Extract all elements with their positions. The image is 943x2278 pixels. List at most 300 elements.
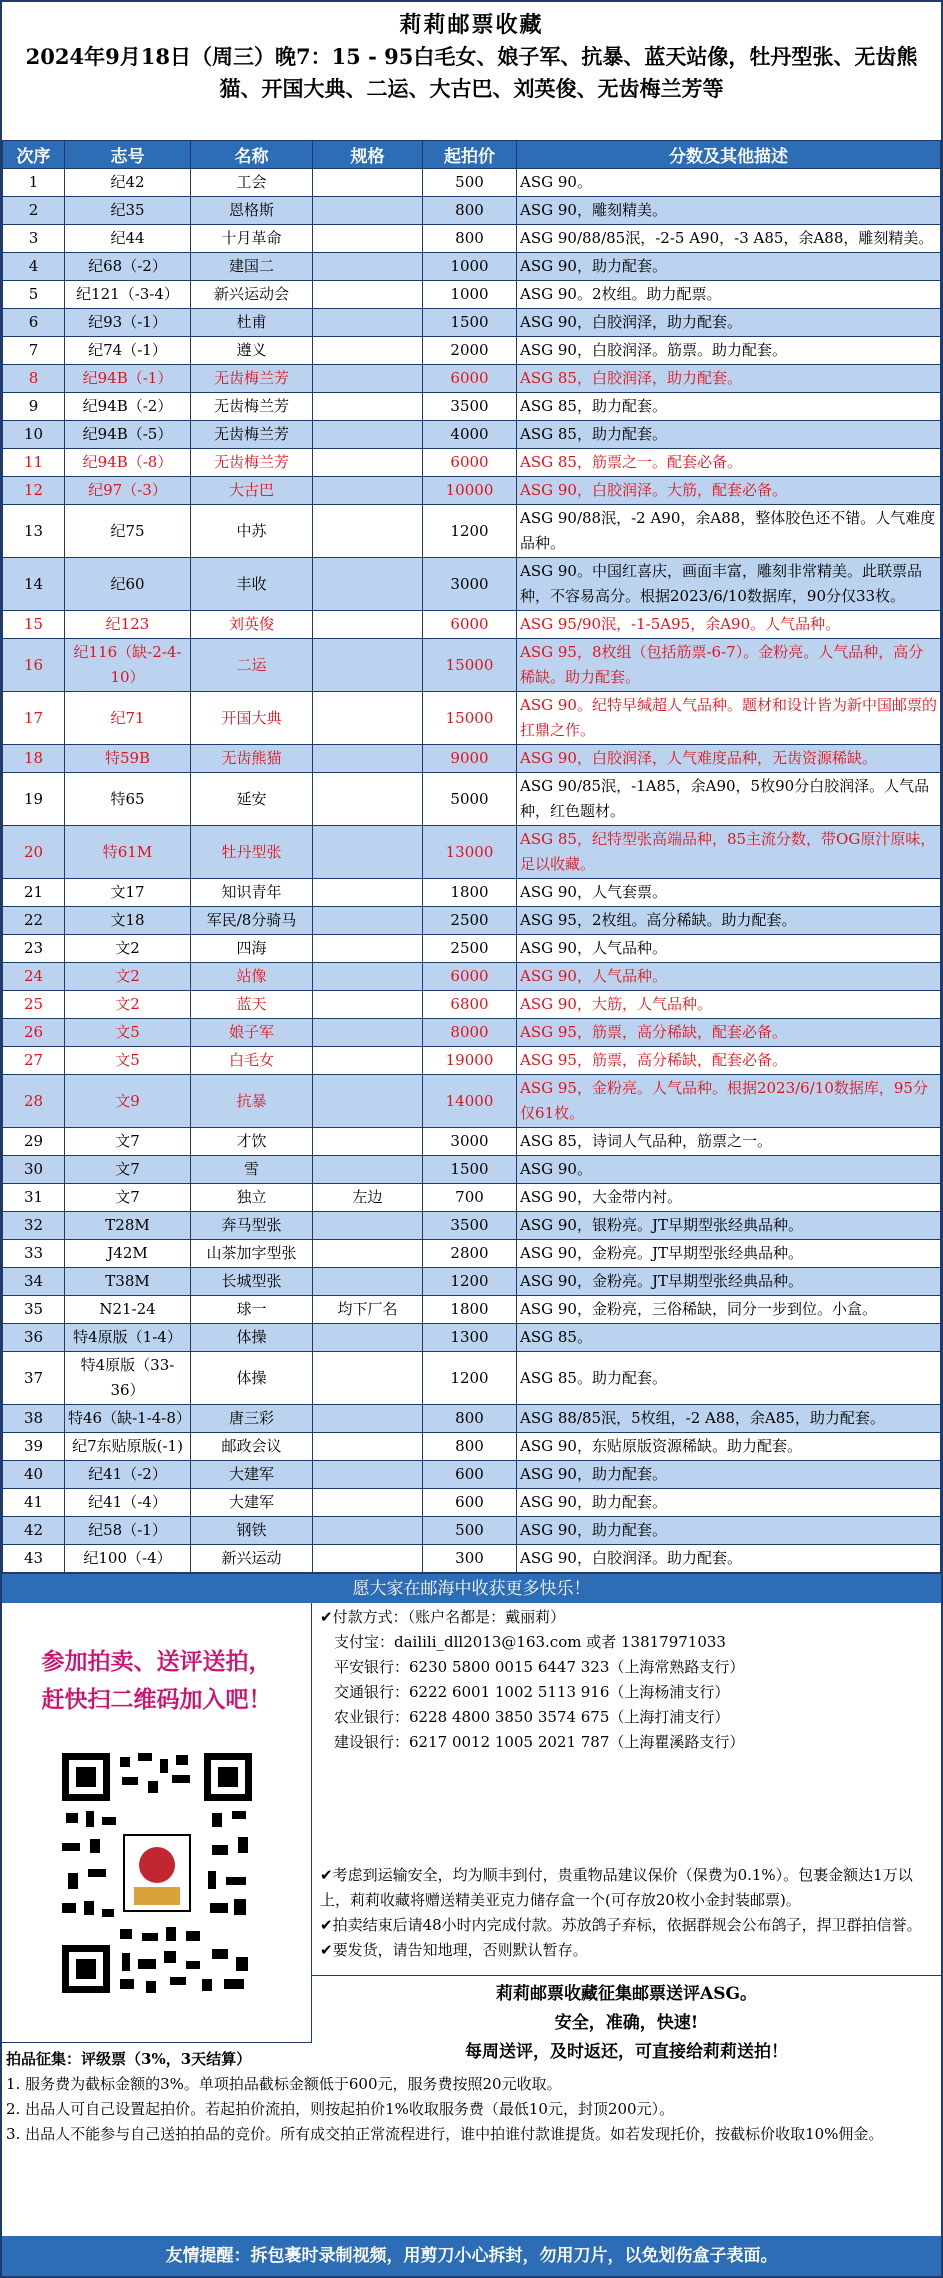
table-row	[3, 1296, 941, 1324]
cell-price: 600	[423, 1489, 517, 1517]
table-row	[3, 1352, 941, 1405]
cell-code: 文7	[65, 1184, 191, 1212]
cell-name: 唐三彩	[191, 1405, 313, 1433]
cell-lot-no: 18	[3, 745, 65, 773]
cell-spec	[313, 365, 423, 393]
cell-name: 中苏	[191, 505, 313, 558]
grading-line-1: 莉莉邮票收藏征集邮票送评ASG。	[496, 1984, 757, 2004]
cell-price: 14000	[423, 1075, 517, 1128]
cell-name: 军民/8分骑马	[191, 907, 313, 935]
cell-name: 才饮	[191, 1128, 313, 1156]
table-row	[3, 1019, 941, 1047]
cell-spec	[313, 773, 423, 826]
cell-lot-no: 42	[3, 1517, 65, 1545]
cell-code: 文17	[65, 879, 191, 907]
col-header-price: 起拍价	[423, 141, 517, 169]
cell-desc: ASG 90，白胶润泽。助力配套。	[517, 1545, 941, 1573]
cell-desc: ASG 85，诗词人气品种，筋票之一。	[517, 1128, 941, 1156]
cell-name: 山茶加字型张	[191, 1240, 313, 1268]
cell-name: 抗暴	[191, 1075, 313, 1128]
table-row	[3, 907, 941, 935]
col-header-name: 名称	[191, 141, 313, 169]
cell-code: 纪121（-3-4）	[65, 281, 191, 309]
cell-desc: ASG 95，筋票，高分稀缺，配套必备。	[517, 1019, 941, 1047]
cell-lot-no: 27	[3, 1047, 65, 1075]
cell-lot-no: 35	[3, 1296, 65, 1324]
cell-desc: ASG 90，助力配套。	[517, 1461, 941, 1489]
cell-desc: ASG 90，金粉亮，三俗稀缺，同分一步到位。小盒。	[517, 1296, 941, 1324]
cell-code: 纪58（-1）	[65, 1517, 191, 1545]
table-row	[3, 1128, 941, 1156]
cell-spec	[313, 1545, 423, 1573]
cell-name: 开国大典	[191, 692, 313, 745]
cell-price: 500	[423, 169, 517, 197]
table-row	[3, 935, 941, 963]
cell-lot-no: 43	[3, 1545, 65, 1573]
table-row	[3, 337, 941, 365]
cell-lot-no: 17	[3, 692, 65, 745]
cell-spec	[313, 745, 423, 773]
rule-item: 1. 服务费为截标金额的3%。单项拍品截标金额低于600元，服务费按照20元收取。	[6, 2075, 562, 2093]
cell-lot-no: 36	[3, 1324, 65, 1352]
cell-name: 体操	[191, 1352, 313, 1405]
cell-lot-no: 34	[3, 1268, 65, 1296]
table-row	[3, 281, 941, 309]
cell-desc: ASG 90/88/85泯，-2-5 A90，-3 A85，余A88，雕刻精美。	[517, 225, 941, 253]
cell-lot-no: 5	[3, 281, 65, 309]
cell-lot-no: 39	[3, 1433, 65, 1461]
cell-lot-no: 16	[3, 639, 65, 692]
cell-code: 特4原版（33-36）	[65, 1352, 191, 1405]
cell-name: 球一	[191, 1296, 313, 1324]
cell-name: 刘英俊	[191, 611, 313, 639]
cell-desc: ASG 95/90泯，-1-5A95，余A90。人气品种。	[517, 611, 941, 639]
col-header-desc: 分数及其他描述	[517, 141, 941, 169]
cell-lot-no: 4	[3, 253, 65, 281]
table-row	[3, 826, 941, 879]
cell-lot-no: 15	[3, 611, 65, 639]
cell-price: 1000	[423, 281, 517, 309]
qr-code[interactable]	[62, 1753, 252, 1993]
consignment-rules	[2, 2043, 941, 2213]
cell-name: 无齿梅兰芳	[191, 393, 313, 421]
header	[2, 2, 941, 140]
cell-name: 知识青年	[191, 879, 313, 907]
cell-name: 大建军	[191, 1461, 313, 1489]
cell-spec	[313, 1352, 423, 1405]
bank-account: 农业银行：6228 4800 3850 3574 675（上海打浦支行）	[334, 1708, 730, 1726]
cell-price: 15000	[423, 692, 517, 745]
cell-desc: ASG 90，雕刻精美。	[517, 197, 941, 225]
cell-code: 纪97（-3）	[65, 477, 191, 505]
cell-spec	[313, 879, 423, 907]
table-row	[3, 963, 941, 991]
col-header-spec: 规格	[313, 141, 423, 169]
cell-code: 纪41（-4）	[65, 1489, 191, 1517]
note-item: ✔考虑到运输安全，均为顺丰到付，贵重物品建议保价（保费为0.1%）。包裹金额达1万以上，莉莉收藏将赠送精美亚克力储存盒一个(可存放20枚小金封装邮票)。	[320, 1866, 913, 1909]
cell-name: 奔马型张	[191, 1212, 313, 1240]
cell-lot-no: 10	[3, 421, 65, 449]
lot-table-body	[3, 169, 941, 1573]
cell-spec: 均下厂名	[313, 1296, 423, 1324]
cell-spec	[313, 611, 423, 639]
cell-desc: ASG 90，白胶润泽，人气难度品种，无齿资源稀缺。	[517, 745, 941, 773]
cell-desc: ASG 85。助力配套。	[517, 1352, 941, 1405]
cell-name: 建国二	[191, 253, 313, 281]
cell-name: 无齿梅兰芳	[191, 365, 313, 393]
cell-price: 6000	[423, 365, 517, 393]
cell-code: 纪68（-2）	[65, 253, 191, 281]
cell-desc: ASG 90，白胶润泽。大筋，配套必备。	[517, 477, 941, 505]
table-row	[3, 505, 941, 558]
cell-code: 特65	[65, 773, 191, 826]
bank-account: 建设银行：6217 0012 1005 2021 787（上海瞿溪路支行）	[334, 1733, 745, 1751]
cell-desc: ASG 90/88泯，-2 A90，余A88，整体胶色还不错。人气难度品种。	[517, 505, 941, 558]
cell-spec	[313, 309, 423, 337]
cell-name: 无齿梅兰芳	[191, 421, 313, 449]
cell-name: 体操	[191, 1324, 313, 1352]
cell-spec: 左边	[313, 1184, 423, 1212]
lot-table	[2, 140, 941, 1573]
cell-desc: ASG 90，助力配套。	[517, 1517, 941, 1545]
cell-code: 文2	[65, 935, 191, 963]
cell-lot-no: 38	[3, 1405, 65, 1433]
cell-lot-no: 20	[3, 826, 65, 879]
cell-price: 6000	[423, 449, 517, 477]
cell-price: 300	[423, 1545, 517, 1573]
cell-code: 文18	[65, 907, 191, 935]
cell-code: 文9	[65, 1075, 191, 1128]
cell-desc: ASG 90，白胶润泽。筋票。助力配套。	[517, 337, 941, 365]
table-row	[3, 1240, 941, 1268]
table-row	[3, 1405, 941, 1433]
cell-name: 蓝天	[191, 991, 313, 1019]
table-row	[3, 225, 941, 253]
cell-lot-no: 29	[3, 1128, 65, 1156]
cell-name: 大古巴	[191, 477, 313, 505]
cell-code: J42M	[65, 1240, 191, 1268]
cell-price: 700	[423, 1184, 517, 1212]
cell-code: 纪93（-1）	[65, 309, 191, 337]
cell-price: 3000	[423, 558, 517, 611]
cell-code: 纪75	[65, 505, 191, 558]
table-row	[3, 879, 941, 907]
cell-spec	[313, 1047, 423, 1075]
cell-code: 纪74（-1）	[65, 337, 191, 365]
cell-price: 6800	[423, 991, 517, 1019]
table-row	[3, 365, 941, 393]
payment-head: ✔付款方式：（账户名都是：戴丽莉）	[320, 1608, 566, 1626]
cell-spec	[313, 1517, 423, 1545]
cell-spec	[313, 1075, 423, 1128]
cell-price: 1200	[423, 505, 517, 558]
cell-code: T38M	[65, 1268, 191, 1296]
table-row	[3, 639, 941, 692]
promo-line-1: 参加拍卖、送评送拍，	[41, 1648, 272, 1675]
promo-line-2: 赶快扫二维码加入吧！	[41, 1686, 272, 1713]
cell-desc: ASG 95，筋票，高分稀缺，配套必备。	[517, 1047, 941, 1075]
cell-desc: ASG 90，银粉亮。JT早期型张经典品种。	[517, 1212, 941, 1240]
cell-desc: ASG 88/85泯，5枚组，-2 A88，余A85，助力配套。	[517, 1405, 941, 1433]
grading-service-box	[312, 1975, 941, 2067]
cell-lot-no: 11	[3, 449, 65, 477]
table-row	[3, 1268, 941, 1296]
cell-code: 纪71	[65, 692, 191, 745]
cell-price: 1800	[423, 879, 517, 907]
cell-code: 纪44	[65, 225, 191, 253]
cell-price: 1000	[423, 253, 517, 281]
cell-price: 800	[423, 1405, 517, 1433]
cell-spec	[313, 639, 423, 692]
cell-desc: ASG 90。2枚组。助力配票。	[517, 281, 941, 309]
table-row	[3, 1461, 941, 1489]
cell-spec	[313, 1156, 423, 1184]
cell-code: 文7	[65, 1128, 191, 1156]
col-header-no: 次序	[3, 141, 65, 169]
table-row	[3, 611, 941, 639]
wish-banner: 愿大家在邮海中收获更多快乐！	[2, 1573, 941, 1603]
cell-price: 8000	[423, 1019, 517, 1047]
cell-desc: ASG 90。纪特早缄超人气品种。题材和设计皆为新中国邮票的扛鼎之作。	[517, 692, 941, 745]
note-item: ✔拍卖结束后请48小时内完成付款。苏放鸽子弃标，依据群规会公布鸽子，捍卫群拍信誉。	[320, 1916, 922, 1934]
cell-price: 2000	[423, 337, 517, 365]
cell-spec	[313, 337, 423, 365]
cell-price: 2500	[423, 907, 517, 935]
cell-name: 无齿熊猫	[191, 745, 313, 773]
cell-name: 遵义	[191, 337, 313, 365]
cell-price: 13000	[423, 826, 517, 879]
cell-code: 纪116（缺-2-4-10）	[65, 639, 191, 692]
cell-lot-no: 9	[3, 393, 65, 421]
cell-price: 9000	[423, 745, 517, 773]
alipay-account: 支付宝：dailili_dll2013@163.com 或者 13817971033	[334, 1633, 726, 1651]
cell-price: 800	[423, 197, 517, 225]
cell-desc: ASG 85，助力配套。	[517, 421, 941, 449]
cell-spec	[313, 449, 423, 477]
cell-lot-no: 19	[3, 773, 65, 826]
cell-name: 站像	[191, 963, 313, 991]
cell-spec	[313, 907, 423, 935]
cell-code: 特59B	[65, 745, 191, 773]
cell-price: 6000	[423, 963, 517, 991]
cell-spec	[313, 197, 423, 225]
cell-spec	[313, 281, 423, 309]
cell-spec	[313, 991, 423, 1019]
cell-desc: ASG 90，助力配套。	[517, 1489, 941, 1517]
cell-price: 500	[423, 1517, 517, 1545]
info-panel	[312, 1603, 941, 2062]
cell-spec	[313, 1489, 423, 1517]
cell-price: 4000	[423, 421, 517, 449]
cell-lot-no: 33	[3, 1240, 65, 1268]
cell-price: 5000	[423, 773, 517, 826]
cell-code: 纪94B（-1）	[65, 365, 191, 393]
table-row	[3, 558, 941, 611]
cell-desc: ASG 85。	[517, 1324, 941, 1352]
cell-price: 1800	[423, 1296, 517, 1324]
cell-desc: ASG 85，纪特型张高端品种，85主流分数，带OG原汁原味，足以收藏。	[517, 826, 941, 879]
payment-methods	[312, 1603, 941, 1855]
cell-code: 文2	[65, 963, 191, 991]
cell-spec	[313, 393, 423, 421]
cell-spec	[313, 421, 423, 449]
cell-code: 文7	[65, 1156, 191, 1184]
cell-code: 文5	[65, 1047, 191, 1075]
cell-lot-no: 22	[3, 907, 65, 935]
cell-spec	[313, 1405, 423, 1433]
cell-lot-no: 26	[3, 1019, 65, 1047]
cell-price: 1200	[423, 1352, 517, 1405]
cell-lot-no: 6	[3, 309, 65, 337]
cell-price: 800	[423, 1433, 517, 1461]
cell-name: 工会	[191, 169, 313, 197]
table-row	[3, 393, 941, 421]
rule-item: 3. 出品人不能参与自己送拍拍品的竞价。所有成交拍正常流程进行，谁中拍谁付款谁提货。如若发现托价，按截标价收取10%佣金。	[6, 2125, 884, 2143]
table-row	[3, 253, 941, 281]
table-row	[3, 745, 941, 773]
cell-spec	[313, 963, 423, 991]
grading-line-2: 安全，准确，快速!	[554, 2013, 699, 2033]
col-header-code: 志号	[65, 141, 191, 169]
grading-line-3: 每周送评，及时返还，可直接给莉莉送拍！	[465, 2042, 788, 2062]
cell-price: 19000	[423, 1047, 517, 1075]
cell-spec	[313, 826, 423, 879]
cell-lot-no: 1	[3, 169, 65, 197]
table-header-row	[3, 141, 941, 169]
cell-desc: ASG 90。	[517, 1156, 941, 1184]
cell-code: 纪94B（-5）	[65, 421, 191, 449]
cell-lot-no: 28	[3, 1075, 65, 1128]
cell-spec	[313, 253, 423, 281]
cell-spec	[313, 225, 423, 253]
cell-code: 特61M	[65, 826, 191, 879]
cell-spec	[313, 1128, 423, 1156]
cell-lot-no: 23	[3, 935, 65, 963]
promo-panel	[2, 1603, 312, 2042]
cell-name: 新兴运动会	[191, 281, 313, 309]
cell-name: 牡丹型张	[191, 826, 313, 879]
cell-name: 钢铁	[191, 1517, 313, 1545]
cell-code: 纪41（-2）	[65, 1461, 191, 1489]
cell-code: 纪35	[65, 197, 191, 225]
cell-code: 文5	[65, 1019, 191, 1047]
cell-spec	[313, 169, 423, 197]
cell-code: 纪7东贴原版(-1)	[65, 1433, 191, 1461]
cell-spec	[313, 692, 423, 745]
page-subtitle: 2024年9月18日（周三）晚7：15 - 95白毛女、娘子军、抗暴、蓝天站像，牡丹型张、无齿熊猫、开国大典、二运、大古巴、刘英俊、无齿梅兰芳等	[25, 44, 918, 101]
cell-price: 1300	[423, 1324, 517, 1352]
cell-spec	[313, 1019, 423, 1047]
cell-desc: ASG 90，白胶润泽，助力配套。	[517, 309, 941, 337]
cell-desc: ASG 90。中国红喜庆，画面丰富，雕刻非常精美。此联票品种，不容易高分。根据2023/6/10数据库，90分仅33枚。	[517, 558, 941, 611]
cell-price: 600	[423, 1461, 517, 1489]
cell-price: 800	[423, 225, 517, 253]
cell-spec	[313, 1461, 423, 1489]
table-row	[3, 1156, 941, 1184]
cell-lot-no: 40	[3, 1461, 65, 1489]
cell-code: 特46（缺-1-4-8）	[65, 1405, 191, 1433]
cell-spec	[313, 1240, 423, 1268]
cell-price: 2800	[423, 1240, 517, 1268]
cell-code: 纪94B（-2）	[65, 393, 191, 421]
cell-name: 独立	[191, 1184, 313, 1212]
cell-spec	[313, 477, 423, 505]
table-row	[3, 477, 941, 505]
cell-desc: ASG 95，2枚组。高分稀缺。助力配套。	[517, 907, 941, 935]
cell-spec	[313, 505, 423, 558]
bank-account: 平安银行：6230 5800 0015 6447 323（上海常熟路支行）	[334, 1658, 745, 1676]
table-row	[3, 1184, 941, 1212]
shipping-notes	[312, 1855, 941, 1975]
cell-price: 3000	[423, 1128, 517, 1156]
cell-price: 15000	[423, 639, 517, 692]
table-row	[3, 1324, 941, 1352]
cell-name: 四海	[191, 935, 313, 963]
cell-name: 无齿梅兰芳	[191, 449, 313, 477]
cell-lot-no: 12	[3, 477, 65, 505]
cell-lot-no: 14	[3, 558, 65, 611]
table-row	[3, 449, 941, 477]
cell-desc: ASG 90。	[517, 169, 941, 197]
cell-price: 6000	[423, 611, 517, 639]
cell-price: 1200	[423, 1268, 517, 1296]
cell-desc: ASG 90，助力配套。	[517, 253, 941, 281]
cell-desc: ASG 90，东贴原版资源稀缺。助力配套。	[517, 1433, 941, 1461]
cell-desc: ASG 90，金粉亮。JT早期型张经典品种。	[517, 1268, 941, 1296]
cell-price: 3500	[423, 1212, 517, 1240]
table-row	[3, 1212, 941, 1240]
cell-spec	[313, 1433, 423, 1461]
cell-name: 二运	[191, 639, 313, 692]
cell-code: 纪100（-4）	[65, 1545, 191, 1573]
cell-name: 娘子军	[191, 1019, 313, 1047]
cell-lot-no: 37	[3, 1352, 65, 1405]
cell-price: 1500	[423, 309, 517, 337]
cell-desc: ASG 85，筋票之一。配套必备。	[517, 449, 941, 477]
cell-code: 文2	[65, 991, 191, 1019]
cell-name: 丰收	[191, 558, 313, 611]
table-row	[3, 1545, 941, 1573]
cell-desc: ASG 90/85泯，-1A85，余A90，5枚90分白胶润泽。人气品种，红色题材。	[517, 773, 941, 826]
cell-lot-no: 13	[3, 505, 65, 558]
cell-price: 2500	[423, 935, 517, 963]
cell-code: 纪42	[65, 169, 191, 197]
bank-account: 交通银行：6222 6001 1002 5113 916（上海杨浦支行）	[334, 1683, 730, 1701]
note-item: ✔要发货，请告知地理，否则默认暂存。	[320, 1941, 588, 1959]
reminder-banner: 友情提醒：拆包裹时录制视频，用剪刀小心拆封，勿用刀片，以免划伤盒子表面。	[2, 2236, 941, 2276]
rules-title: 拍品征集：评级票（3%，3天结算）	[6, 2050, 252, 2068]
cell-lot-no: 8	[3, 365, 65, 393]
cell-lot-no: 32	[3, 1212, 65, 1240]
cell-desc: ASG 90，大筋，人气品种。	[517, 991, 941, 1019]
cell-desc: ASG 95，8枚组（包括筋票-6-7）。金粉亮。人气品种，高分稀缺。助力配套。	[517, 639, 941, 692]
cell-spec	[313, 1268, 423, 1296]
cell-spec	[313, 558, 423, 611]
cell-name: 杜甫	[191, 309, 313, 337]
table-row	[3, 1047, 941, 1075]
cell-lot-no: 3	[3, 225, 65, 253]
cell-code: 特4原版（1-4）	[65, 1324, 191, 1352]
cell-lot-no: 25	[3, 991, 65, 1019]
cell-price: 10000	[423, 477, 517, 505]
cell-price: 1500	[423, 1156, 517, 1184]
table-row	[3, 1489, 941, 1517]
cell-code: 纪94B（-8）	[65, 449, 191, 477]
cell-lot-no: 30	[3, 1156, 65, 1184]
table-row	[3, 309, 941, 337]
cell-name: 大建军	[191, 1489, 313, 1517]
cell-name: 延安	[191, 773, 313, 826]
